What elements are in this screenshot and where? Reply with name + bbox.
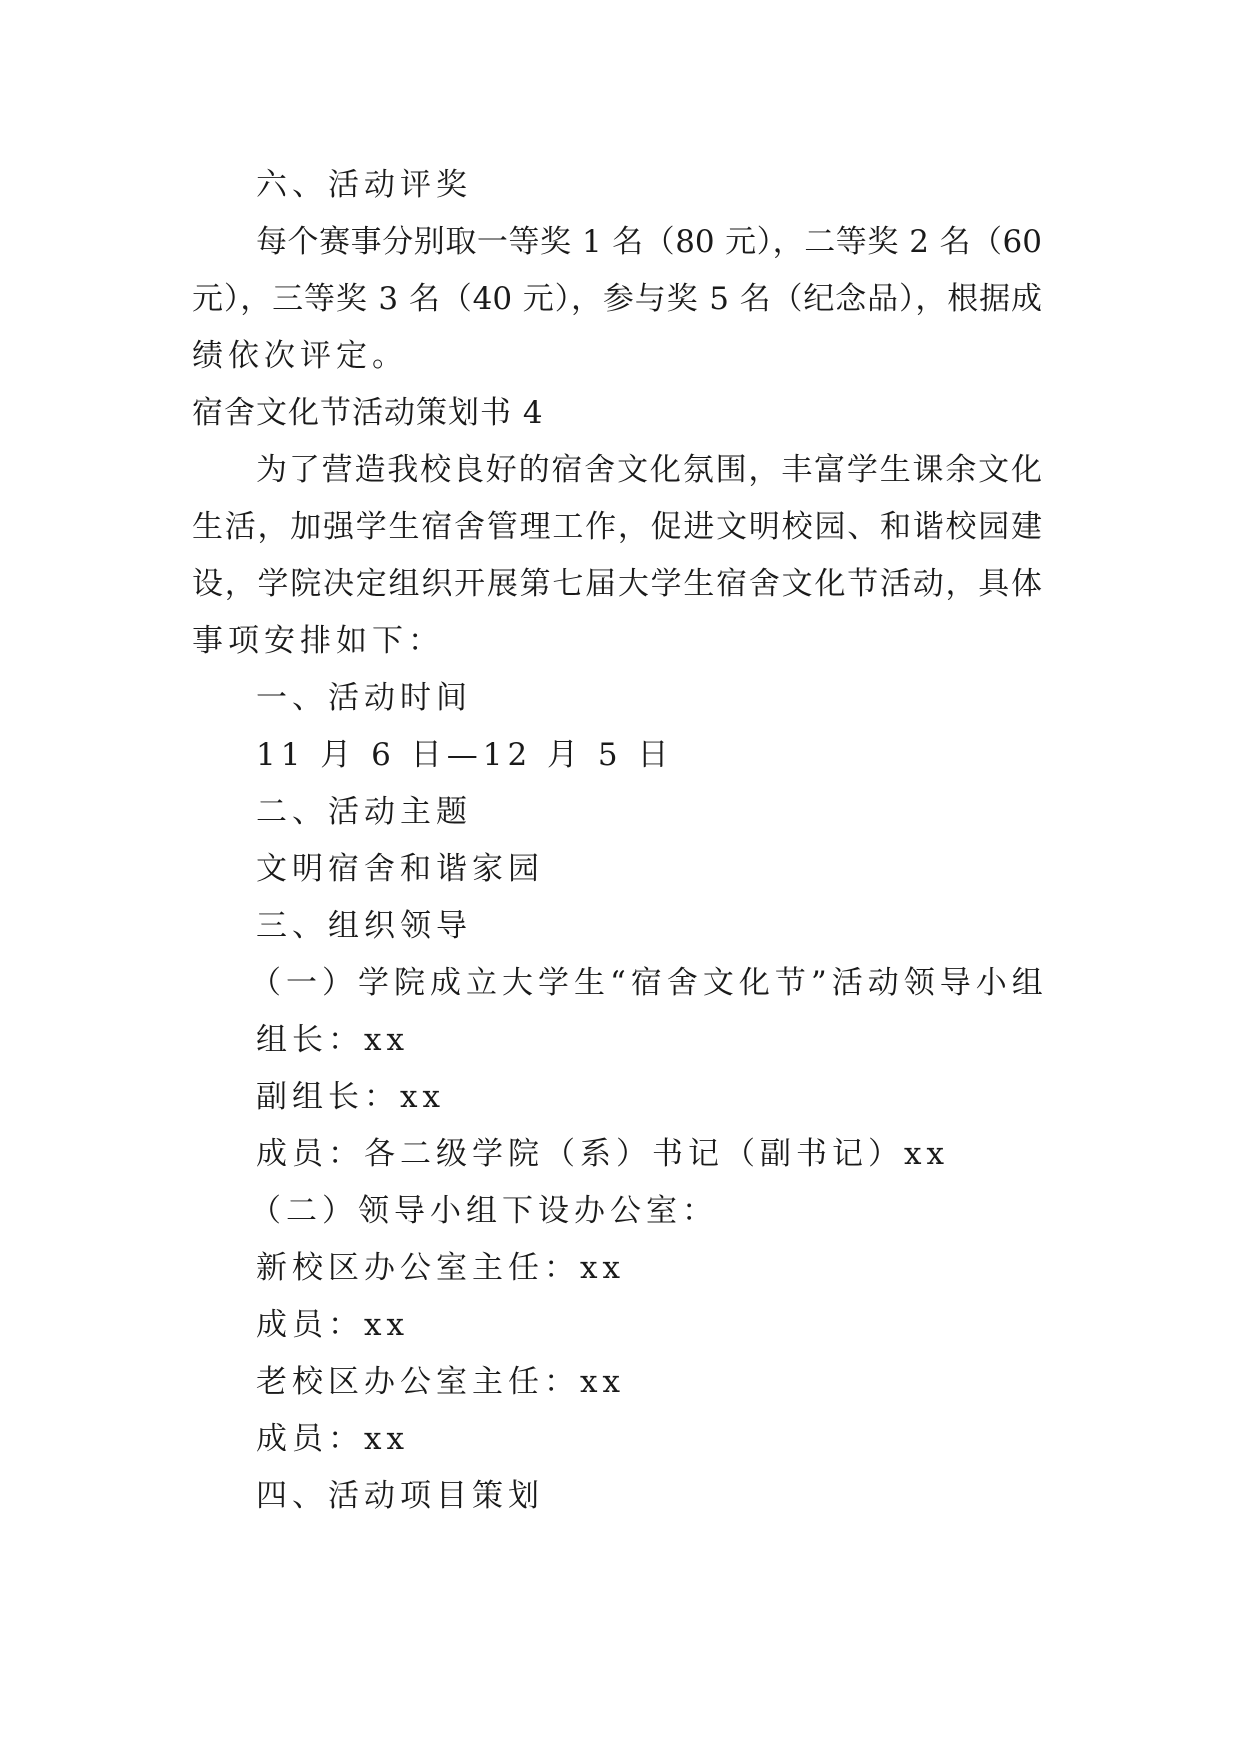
paragraph-line: 组长：xx <box>256 1022 409 1058</box>
paragraph-line: 副组长：xx <box>256 1079 445 1115</box>
paragraph-line: 成员：各二级学院（系）书记（副书记）xx <box>256 1136 949 1172</box>
document-subtitle: 宿舍文化节活动策划书 4 <box>192 395 544 431</box>
paragraph-line: （二）领导小组下设办公室： <box>250 1193 718 1229</box>
section-heading-awards: 六、活动评奖 <box>256 167 472 203</box>
paragraph-line: 事项安排如下： <box>192 623 444 659</box>
paragraph-line: 每个赛事分别取一等奖 1 名（80 元），二等奖 2 名（60 <box>256 224 1042 260</box>
paragraph-line: 文明宿舍和谐家园 <box>256 851 544 887</box>
paragraph-line: 11 月 6 日—12 月 5 日 <box>256 737 674 773</box>
paragraph-line: 新校区办公室主任：xx <box>256 1250 625 1286</box>
paragraph-line: 老校区办公室主任：xx <box>256 1364 625 1400</box>
paragraph-line: 成员：xx <box>256 1421 409 1457</box>
section-heading-theme: 二、活动主题 <box>256 794 472 830</box>
section-heading-time: 一、活动时间 <box>256 680 472 716</box>
paragraph-line: （一）学院成立大学生“宿舍文化节”活动领导小组 <box>250 965 1048 1001</box>
paragraph-line: 元），三等奖 3 名（40 元），参与奖 5 名（纪念品），根据成 <box>192 281 1042 317</box>
section-heading-organization: 三、组织领导 <box>256 908 472 944</box>
paragraph-line: 绩依次评定。 <box>192 338 408 374</box>
paragraph-line: 生活，加强学生宿舍管理工作，促进文明校园、和谐校园建 <box>192 509 1042 545</box>
paragraph-line: 设，学院决定组织开展第七届大学生宿舍文化节活动，具体 <box>192 566 1042 602</box>
paragraph-line: 为了营造我校良好的宿舍文化氛围，丰富学生课余文化 <box>256 452 1042 488</box>
paragraph-line: 成员：xx <box>256 1307 409 1343</box>
section-heading-projects: 四、活动项目策划 <box>256 1478 544 1514</box>
